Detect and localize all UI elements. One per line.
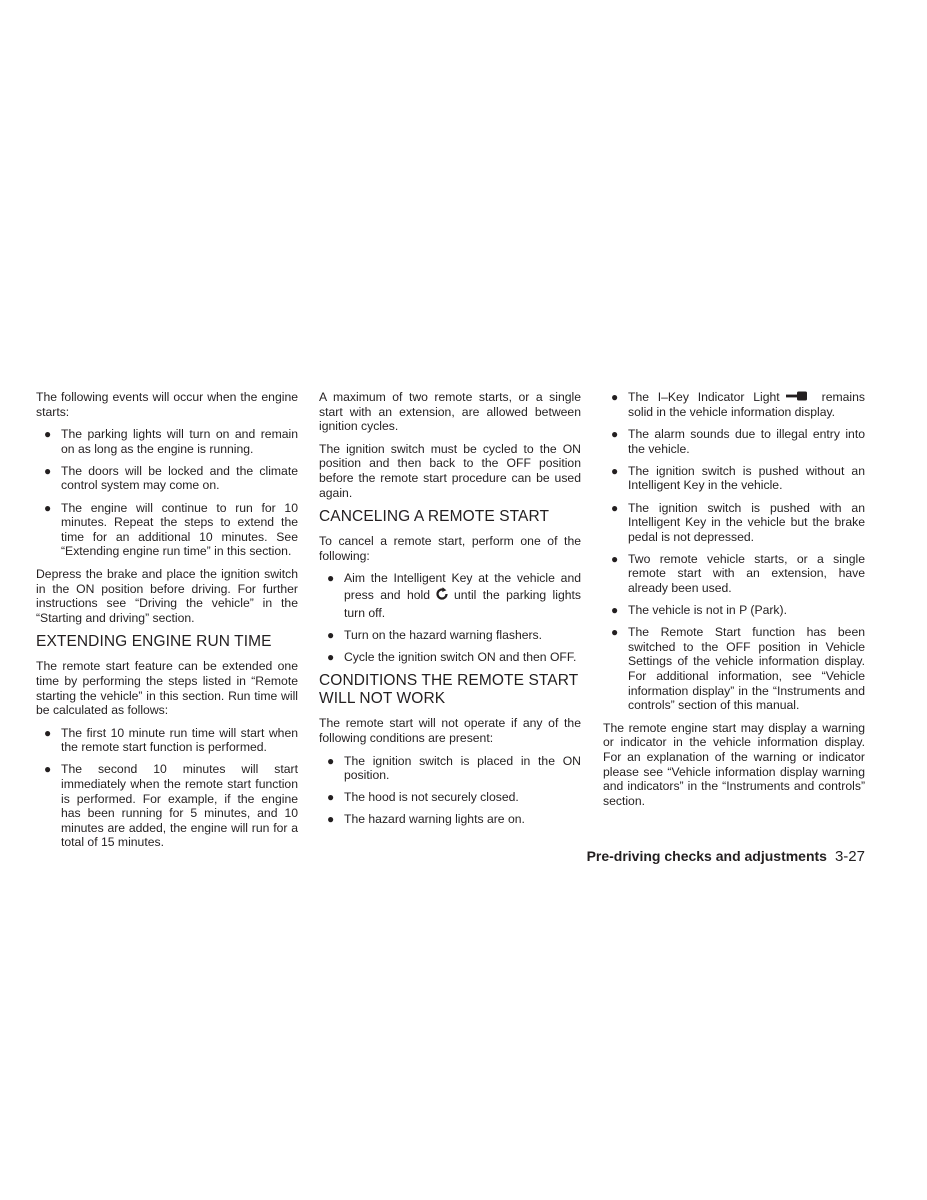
list-item: ● The engine will continue to run for 10 minutes. Repeat the steps to extend the time for an additional 10 minutes. See “Extending engine run time” in this section.	[44, 500, 298, 559]
bullet-icon: ●	[327, 571, 335, 586]
bullet-icon: ●	[611, 427, 619, 442]
events-list	[36, 427, 298, 559]
list-item: ● The alarm sounds due to illegal entry into the vehicle.	[611, 427, 865, 456]
list-item: ● Two remote vehicle starts, or a single remote start with an extension, have already been used.	[611, 551, 865, 596]
heading-canceling: CANCELING A REMOTE START	[319, 508, 550, 526]
bullet-icon: ●	[44, 427, 52, 442]
bullet-icon: ●	[611, 390, 619, 404]
bullet-icon: ●	[327, 753, 335, 768]
conditions-list	[319, 754, 581, 827]
bullet-icon: ●	[44, 500, 52, 515]
bullet-icon: ●	[44, 463, 52, 478]
max-paragraph: A maximum of two remote starts, or a single start with an extension, are allowed between ignition cycles.	[319, 390, 581, 434]
list-item: ● The second 10 minutes will start immediately when the remote start function is performed. For example, if the engine has been running for 5 minutes, and 10 minutes are added, the engine will run for a total of 15 minutes.	[44, 762, 298, 850]
page-number: 3-27	[834, 848, 865, 865]
list-item: ● The ignition switch is pushed with an Intelligent Key in the vehicle but the brake pedal is not depressed.	[611, 500, 865, 544]
bullet-icon: ●	[44, 725, 52, 740]
depress-paragraph: Depress the brake and place the ignition switch in the ON position before driving. For further instructions see “Driving the vehicle” in the “Starting and driving” section.	[36, 566, 298, 625]
bullet-icon: ●	[327, 812, 335, 827]
list-item: ● The ignition switch is placed in the ON position.	[327, 753, 581, 783]
closing-paragraph: The remote engine start may display a warning or indicator in the vehicle information display. For an explanation of the warning or indicator please see “Vehicle information display warning and indicators” in the “Instruments and controls” section.	[603, 720, 865, 808]
column-2	[319, 390, 581, 835]
column-3	[603, 390, 865, 816]
conditions-intro: The remote start will not operate if any of the following conditions are present:	[319, 716, 581, 745]
section-title: Pre-driving checks and adjustments	[586, 848, 827, 864]
bullet-icon: ●	[611, 500, 619, 515]
list-item: ● The hood is not securely closed.	[327, 790, 519, 805]
conditions-list-continued	[603, 390, 865, 713]
bullet-icon: ●	[327, 627, 335, 642]
list-item: ● The parking lights will turn on and remain on as long as the engine is running.	[44, 427, 298, 456]
remote-start-icon	[434, 586, 450, 606]
list-item: ● Aim the Intelligent Key at the vehicle and press and hold until the parking lights turn off.	[327, 571, 581, 620]
cancel-list	[319, 571, 581, 664]
bullet-icon: ●	[327, 790, 335, 805]
list-item: ● Turn on the hazard warning flashers.	[327, 627, 543, 642]
ignition-paragraph: The ignition switch must be cycled to the ON position and then back to the OFF position before the remote start procedure can be used again.	[319, 441, 581, 500]
intro-paragraph: The following events will occur when the engine starts:	[36, 390, 298, 419]
list-item: ● The ignition switch is pushed without an Intelligent Key in the vehicle.	[611, 463, 865, 493]
bullet-icon: ●	[611, 463, 619, 478]
bullet-icon: ●	[44, 762, 52, 777]
extending-list	[36, 726, 298, 850]
list-item: ● The I–Key Indicator Light remains solid in the vehicle information display.	[611, 390, 865, 420]
heading-conditions: CONDITIONS THE REMOTE START WILL NOT WORK	[319, 672, 579, 708]
bullet-icon: ●	[611, 625, 619, 640]
cancel-intro: To cancel a remote start, perform one of the following:	[319, 534, 581, 563]
ikey-indicator-icon	[786, 390, 808, 405]
list-item: ● The vehicle is not in P (Park).	[611, 603, 787, 618]
list-item: ● Cycle the ignition switch ON and then OFF.	[327, 649, 577, 664]
list-item: ● The first 10 minute run time will start when the remote start function is performed.	[44, 725, 298, 755]
bullet-icon: ●	[611, 603, 619, 618]
page-footer	[540, 848, 865, 865]
list-item: ● The hazard warning lights are on.	[327, 812, 525, 827]
heading-extending: EXTENDING ENGINE RUN TIME	[36, 633, 272, 651]
list-item: ● The doors will be locked and the climate control system may come on.	[44, 463, 298, 493]
list-item: ● The Remote Start function has been switched to the OFF position in Vehicle Settings of the vehicle information display. For additional information, see “Vehicle information display” in the “Instruments and controls” section of this manual.	[611, 625, 865, 713]
bullet-icon: ●	[611, 551, 619, 566]
bullet-icon: ●	[327, 649, 335, 664]
column-1	[36, 390, 298, 858]
extending-paragraph: The remote start feature can be extended one time by performing the steps listed in “Remote starting the vehicle” in this section. Run time will be calculated as follows:	[36, 659, 298, 718]
